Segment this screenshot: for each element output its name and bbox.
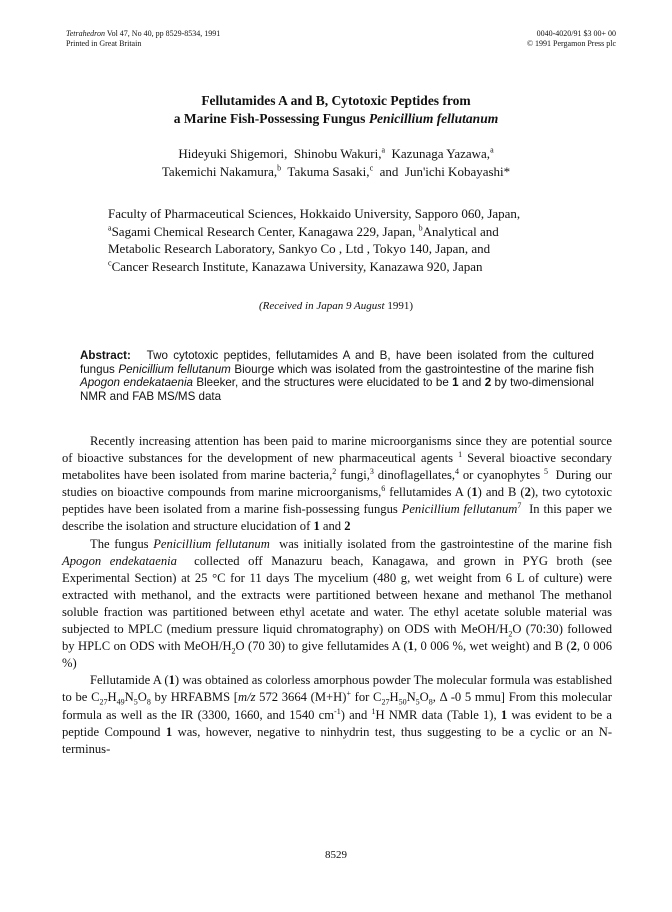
affiliation-kanazawa: Cancer Research Institute, Kanazawa University, Kanazawa 920, Japan bbox=[111, 258, 483, 274]
title-line-1: Fellutamides A and B, Cytotoxic Peptides from bbox=[201, 93, 471, 108]
p1-text-h: ) and B ( bbox=[477, 485, 525, 500]
affiliations bbox=[108, 205, 612, 275]
p1-text-j: In this paper we describe the isolation and structure elucidation of bbox=[62, 502, 612, 534]
copyright: © 1991 Pergamon Press plc bbox=[526, 39, 616, 48]
p1-text-g: fellutamides A ( bbox=[389, 485, 472, 500]
p1-text-e: or cyanophytes bbox=[462, 468, 541, 483]
affiliation-sankyo-start: Analytical and bbox=[422, 223, 499, 239]
p3-text-i: was evident to be a peptide Compound bbox=[62, 707, 613, 739]
abstract-species-fish: Apogon endekataenia bbox=[80, 376, 193, 389]
author-3: Kazunaga Yazawa, bbox=[391, 146, 491, 161]
p1-text-a: Recently increasing attention has been paid to marine microorganisms since they are potential source of bioactive substances for the development of new pharmaceutical agents bbox=[62, 434, 612, 466]
p3-mz: m/z bbox=[237, 690, 256, 705]
abstract-text-1: Two cytotoxic peptides, fellutamides A and B, have been isolated from the cultured fungus bbox=[80, 349, 594, 376]
p2-text-f: , 0 006 %, wet weight) and B ( bbox=[413, 639, 571, 654]
author-1: Hideyuki Shigemori, bbox=[178, 146, 288, 161]
running-header-left bbox=[66, 29, 220, 49]
p1-species: Penicillium fellutanum bbox=[401, 502, 518, 517]
p3-inverse: -1 bbox=[334, 706, 341, 716]
p1-text-i: ), two cytotoxic peptides have been isolated from a marine fish-possessing fungus bbox=[62, 485, 612, 517]
ref-3: 3 bbox=[369, 467, 374, 476]
p3-text-d: 572 3664 (M+H) bbox=[259, 690, 347, 705]
affiliation-line-3: Metabolic Research Laboratory, Sankyo Co , Ltd , Tokyo 140, Japan, and bbox=[108, 241, 491, 256]
author-5-mark: c bbox=[369, 163, 374, 173]
p2-compound-2: 2 bbox=[570, 639, 577, 654]
p1-compound-1b: 1 bbox=[313, 519, 320, 534]
affiliation-mark-a: a bbox=[108, 223, 112, 233]
p1-text-b: Several bioactive secondary metabolites have been isolated from marine bacteria, bbox=[62, 451, 613, 483]
abstract bbox=[80, 349, 594, 403]
affiliation-line-4 bbox=[108, 258, 612, 276]
p1-compound-2: 2 bbox=[524, 485, 531, 500]
received-date bbox=[60, 300, 612, 312]
issn-price: 0040-4020/91 $3 00+ 00 bbox=[536, 29, 616, 38]
title-line-2 bbox=[60, 110, 612, 128]
p2-text-g: , 0 006 %) bbox=[62, 639, 613, 671]
author-5: Takuma Sasaki, bbox=[287, 164, 370, 179]
paragraph-1 bbox=[62, 433, 612, 536]
abstract-text-2: Biourge which was isolated from the gastrointestine of the marine fish bbox=[234, 362, 594, 376]
formula-2-c: 27 bbox=[381, 697, 390, 707]
p1-text-f: During our studies on bioactive compounds from marine microorganisms, bbox=[62, 468, 612, 500]
title-line-2-prefix: a Marine Fish-Possessing Fungus bbox=[173, 111, 366, 126]
page-number: 8529 bbox=[325, 849, 347, 861]
ref-7: 7 bbox=[517, 501, 522, 511]
ref-1: 1 bbox=[458, 449, 463, 459]
abstract-label: Abstract: bbox=[80, 349, 131, 362]
author-line-1 bbox=[60, 145, 612, 163]
p3-text-g: ) and bbox=[340, 707, 368, 722]
p2-text-a: The fungus bbox=[90, 536, 149, 551]
p3-plus: + bbox=[346, 689, 351, 699]
abstract-compound-2: 2 bbox=[484, 376, 492, 389]
author-6: Jun'ichi Kobayashi* bbox=[404, 164, 511, 179]
affiliation-mark-b: b bbox=[418, 223, 423, 233]
journal-name: Tetrahedron bbox=[66, 29, 105, 38]
ref-2: 2 bbox=[332, 467, 337, 476]
p2-text-e: O (70 30) to give fellutamides A ( bbox=[235, 639, 408, 654]
author-4-mark: b bbox=[277, 163, 282, 173]
paragraph-2 bbox=[62, 536, 612, 673]
p2-text-c: collected off Manazuru beach, Kanagawa, and grown in PYG broth (see Experimental Section) at 25 °C for 11 days The mycelium (480 g, wet weight from 6 L of culture) were extracted with methanol, and the extracts were partitioned between hexane and methanol The methanol soluble fraction was partitioned between ethyl acetate and water. The ethyl acetate soluble material was subjected to MPLC (medium pressure liquid chromatography) on ODS with MeOH/H bbox=[62, 553, 612, 637]
formula-2-h: 50 bbox=[398, 697, 407, 707]
p3-text-j: was, however, negative to ninhydrin test, thus suggesting to be a cyclic or an N-terminus- bbox=[62, 724, 613, 756]
p3-text-c: by HRFABMS [ bbox=[154, 690, 238, 705]
abstract-text-4: by two-dimensional NMR and FAB MS/MS data bbox=[80, 376, 594, 403]
p2-text-d: O (70:30) followed by HPLC on ODS with MeOH/H bbox=[62, 622, 612, 654]
paragraph-3: Fellutamide A (1) was obtained as colorless amorphous powder The molecular formula was established to be $C_{27}H_{49}N_5O_8$ by HRFABMS [m/z 572 3664 (M+H)+ for $C_{27}H_{50}N_5O_8$, Δ -0 5 mmu] From this molecular formula as well as the IR (3300, 1660, and 1540 $cm^{-1}$) and $^1$H NMR data (Table 1), 1 was evident to be a peptide Compound 1 was, however, negative to ninhydrin test, thus suggesting to be a cyclic or an N-terminus- bbox=[62, 673, 613, 756]
p2-fish: Apogon endekataenia bbox=[62, 553, 177, 568]
p3-text-b: ) was obtained as colorless amorphous powder The molecular formula was established to be C bbox=[62, 673, 612, 705]
p2-sub-1: 2 bbox=[508, 629, 513, 639]
abstract-text-3: Bleeker, and the structures were elucidated to be bbox=[196, 376, 449, 389]
p1-compound-1: 1 bbox=[471, 485, 478, 500]
p1-text-c: fungi, bbox=[340, 468, 370, 483]
p2-sub-2: 2 bbox=[231, 646, 236, 656]
article-body bbox=[62, 433, 612, 758]
title-species: Penicillium fellutanum bbox=[368, 111, 499, 126]
journal-citation: Vol 47, No 40, pp 8529-8534, 1991 bbox=[106, 29, 221, 38]
received-text: (Received in Japan 9 August bbox=[258, 300, 385, 312]
author-2-mark: a bbox=[381, 145, 386, 155]
p3-text-f: , Δ -0 5 mmu] From this molecular formula as well as the IR (3300, 1660, and 1540 cm bbox=[62, 690, 612, 722]
author-list bbox=[60, 145, 612, 181]
author-3-mark: a bbox=[490, 145, 494, 155]
p2-text-b: was initially isolated from the gastrointestine of the marine fish bbox=[279, 536, 613, 551]
p3-compound-1b: 1 bbox=[500, 707, 508, 722]
affiliation-line-2 bbox=[108, 223, 612, 241]
p3-text-a: Fellutamide A ( bbox=[90, 673, 169, 688]
formula-1-n: 5 bbox=[133, 697, 138, 707]
formula-1-o: 8 bbox=[146, 697, 151, 707]
ref-6: 6 bbox=[381, 484, 386, 494]
author-and: and bbox=[379, 164, 399, 179]
p3-compound-1c: 1 bbox=[165, 724, 173, 739]
p3-text-e: for C bbox=[354, 690, 382, 705]
abstract-and: and bbox=[461, 376, 482, 389]
p1-text-d: dinoflagellates, bbox=[377, 468, 455, 483]
affiliation-sagami: Sagami Chemical Research Center, Kanagawa 229, Japan, bbox=[111, 223, 416, 239]
running-header-right bbox=[527, 29, 616, 49]
printed-location: Printed in Great Britain bbox=[66, 39, 142, 48]
author-line-2 bbox=[60, 163, 612, 181]
p1-and: and bbox=[322, 519, 342, 534]
author-4: Takemichi Nakamura, bbox=[161, 164, 278, 179]
p1-compound-2b: 2 bbox=[344, 519, 351, 534]
p3-text-h: H NMR data (Table 1), bbox=[375, 707, 497, 722]
affiliation-mark-c: c bbox=[108, 258, 112, 268]
formula-1-h: 49 bbox=[116, 697, 125, 707]
p3-compound-1: 1 bbox=[168, 673, 175, 688]
abstract-compound-1: 1 bbox=[452, 376, 459, 389]
formula-1-c: 27 bbox=[99, 697, 108, 707]
p3-h1-mass: 1 bbox=[371, 706, 376, 716]
affiliation-line-1: Faculty of Pharmaceutical Sciences, Hokkaido University, Sapporo 060, Japan, bbox=[108, 206, 521, 221]
p2-species: Penicillium fellutanum bbox=[153, 536, 270, 551]
abstract-species-fungus: Penicillium fellutanum bbox=[118, 362, 231, 376]
formula-2-n: 5 bbox=[415, 697, 420, 707]
article-title bbox=[60, 92, 612, 128]
ref-4: 4 bbox=[455, 467, 459, 476]
p2-compound-1: 1 bbox=[407, 639, 414, 654]
ref-5: 5 bbox=[543, 467, 548, 476]
formula-2-o: 8 bbox=[428, 697, 433, 707]
author-2: Shinobu Wakuri, bbox=[293, 146, 382, 161]
received-year: 1991) bbox=[387, 300, 414, 312]
